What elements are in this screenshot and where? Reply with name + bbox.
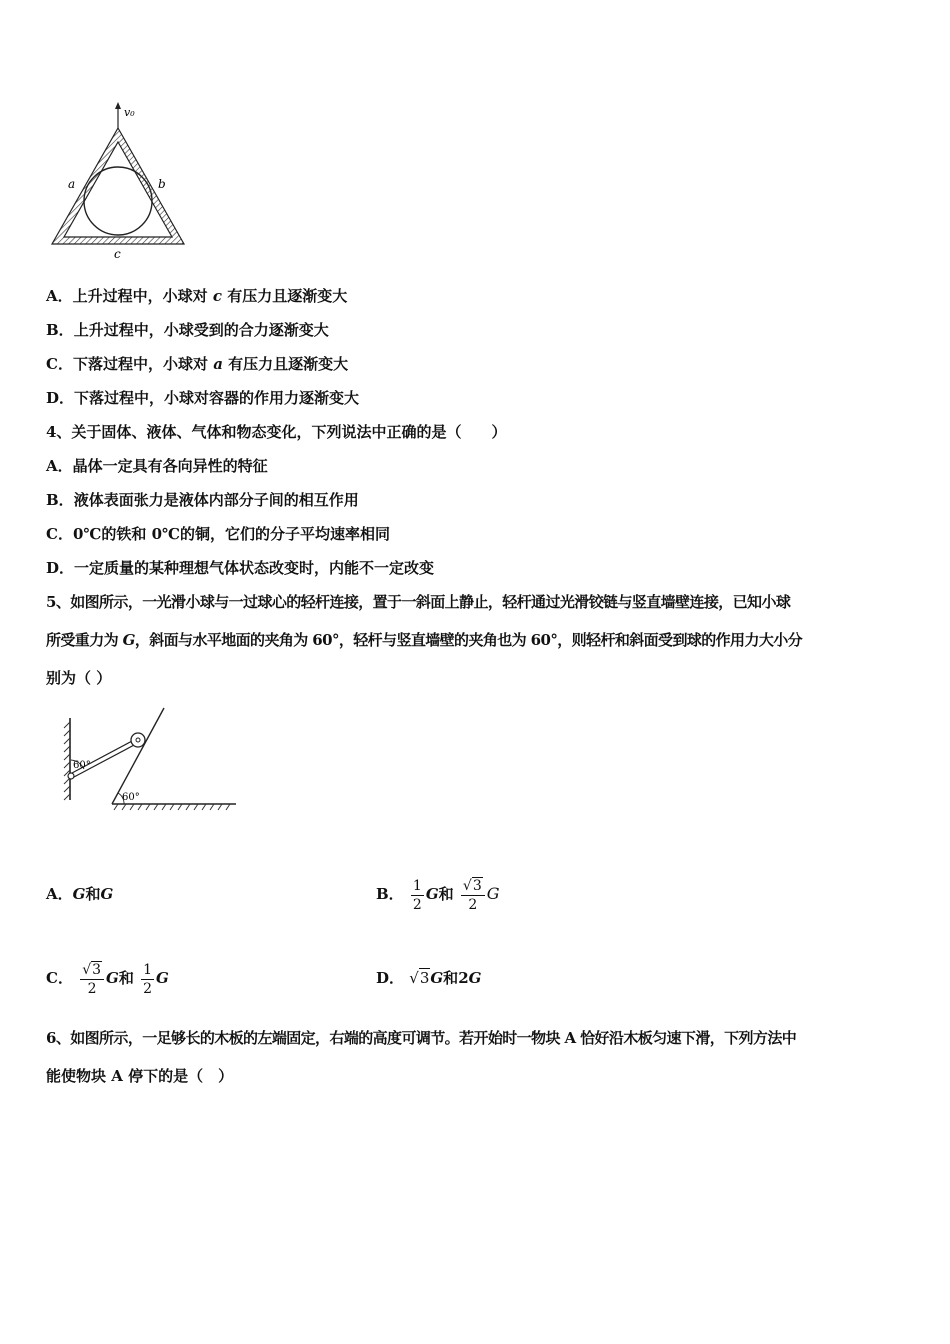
label-a: a [68, 177, 76, 191]
q5-option-d: D． √3G和2G [376, 969, 482, 987]
q6-stem-line1: 6、如图所示，一足够长的木板的左端固定，右端的高度可调节。若开始时一物块 A 恰好沿木板匀速下滑，下列方法中 [46, 1029, 797, 1047]
q4-option-d: D．一定质量的某种理想气体状态改变时，内能不一定改变 [46, 559, 435, 577]
sqrt-3: √3 [409, 969, 430, 987]
label-c: c [114, 247, 121, 261]
fraction-sqrt3-over-2: $\frac{√3}{2}$ [461, 877, 485, 914]
q3-option-a: A．上升过程中，小球对 c 有压力且逐渐变大 [46, 287, 348, 305]
q5-option-b: B． $\frac{1}{2}$ G和 $\frac{√3}{2}$ G [376, 877, 500, 913]
q4-option-b: B．液体表面张力是液体内部分子间的相互作用 [46, 491, 359, 509]
triangle-inner [64, 142, 172, 237]
q3-option-d: D．下落过程中，小球对容器的作用力逐渐变大 [46, 389, 360, 407]
q4-option-a: A．晶体一定具有各向异性的特征 [46, 457, 268, 475]
fraction-half: $\frac{1}{2}$ [412, 877, 422, 913]
q5-option-c: C． $\frac{√3}{2}$ G和 $\frac{1}{2}$ G [46, 961, 169, 997]
q5-stem-line3: 别为（ ） [46, 669, 112, 687]
fraction-sqrt3-over-2: $\frac{√3}{2}$ [80, 961, 104, 998]
label-angle-ground: 60° [122, 792, 140, 803]
q5-stem-line2: 所受重力为 G，斜面与水平地面的夹角为 60°，轻杆与竖直墙壁的夹角也为 60°，则轻杆和斜面受到球的作用力大小分 [46, 631, 803, 649]
q4-stem: 4、关于固体、液体、气体和物态变化，下列说法中正确的是（ ） [46, 423, 507, 441]
q5-option-a: A．G和G [46, 885, 114, 903]
label-angle-wall: 60° [73, 760, 91, 771]
label-b: b [158, 177, 166, 191]
q5-stem-line1: 5、如图所示，一光滑小球与一过球心的轻杆连接，置于一斜面上静止，轻杆通过光滑铰链与竖直墙壁连接，已知小球 [46, 593, 791, 611]
q6-stem-line2: 能使物块 A 停下的是（ ） [46, 1067, 234, 1085]
label-v0: v₀ [124, 106, 135, 119]
q3-option-c: C．下落过程中，小球对 a 有压力且逐渐变大 [46, 355, 349, 373]
q4-option-c: C．0℃的铁和 0℃的铜，它们的分子平均速率相同 [46, 525, 390, 543]
fraction-half: $\frac{1}{2}$ [143, 961, 153, 997]
q3-option-b: B．上升过程中，小球受到的合力逐渐变大 [46, 321, 329, 339]
rod-incline-figure [60, 700, 240, 812]
triangle-container-figure [48, 100, 188, 262]
